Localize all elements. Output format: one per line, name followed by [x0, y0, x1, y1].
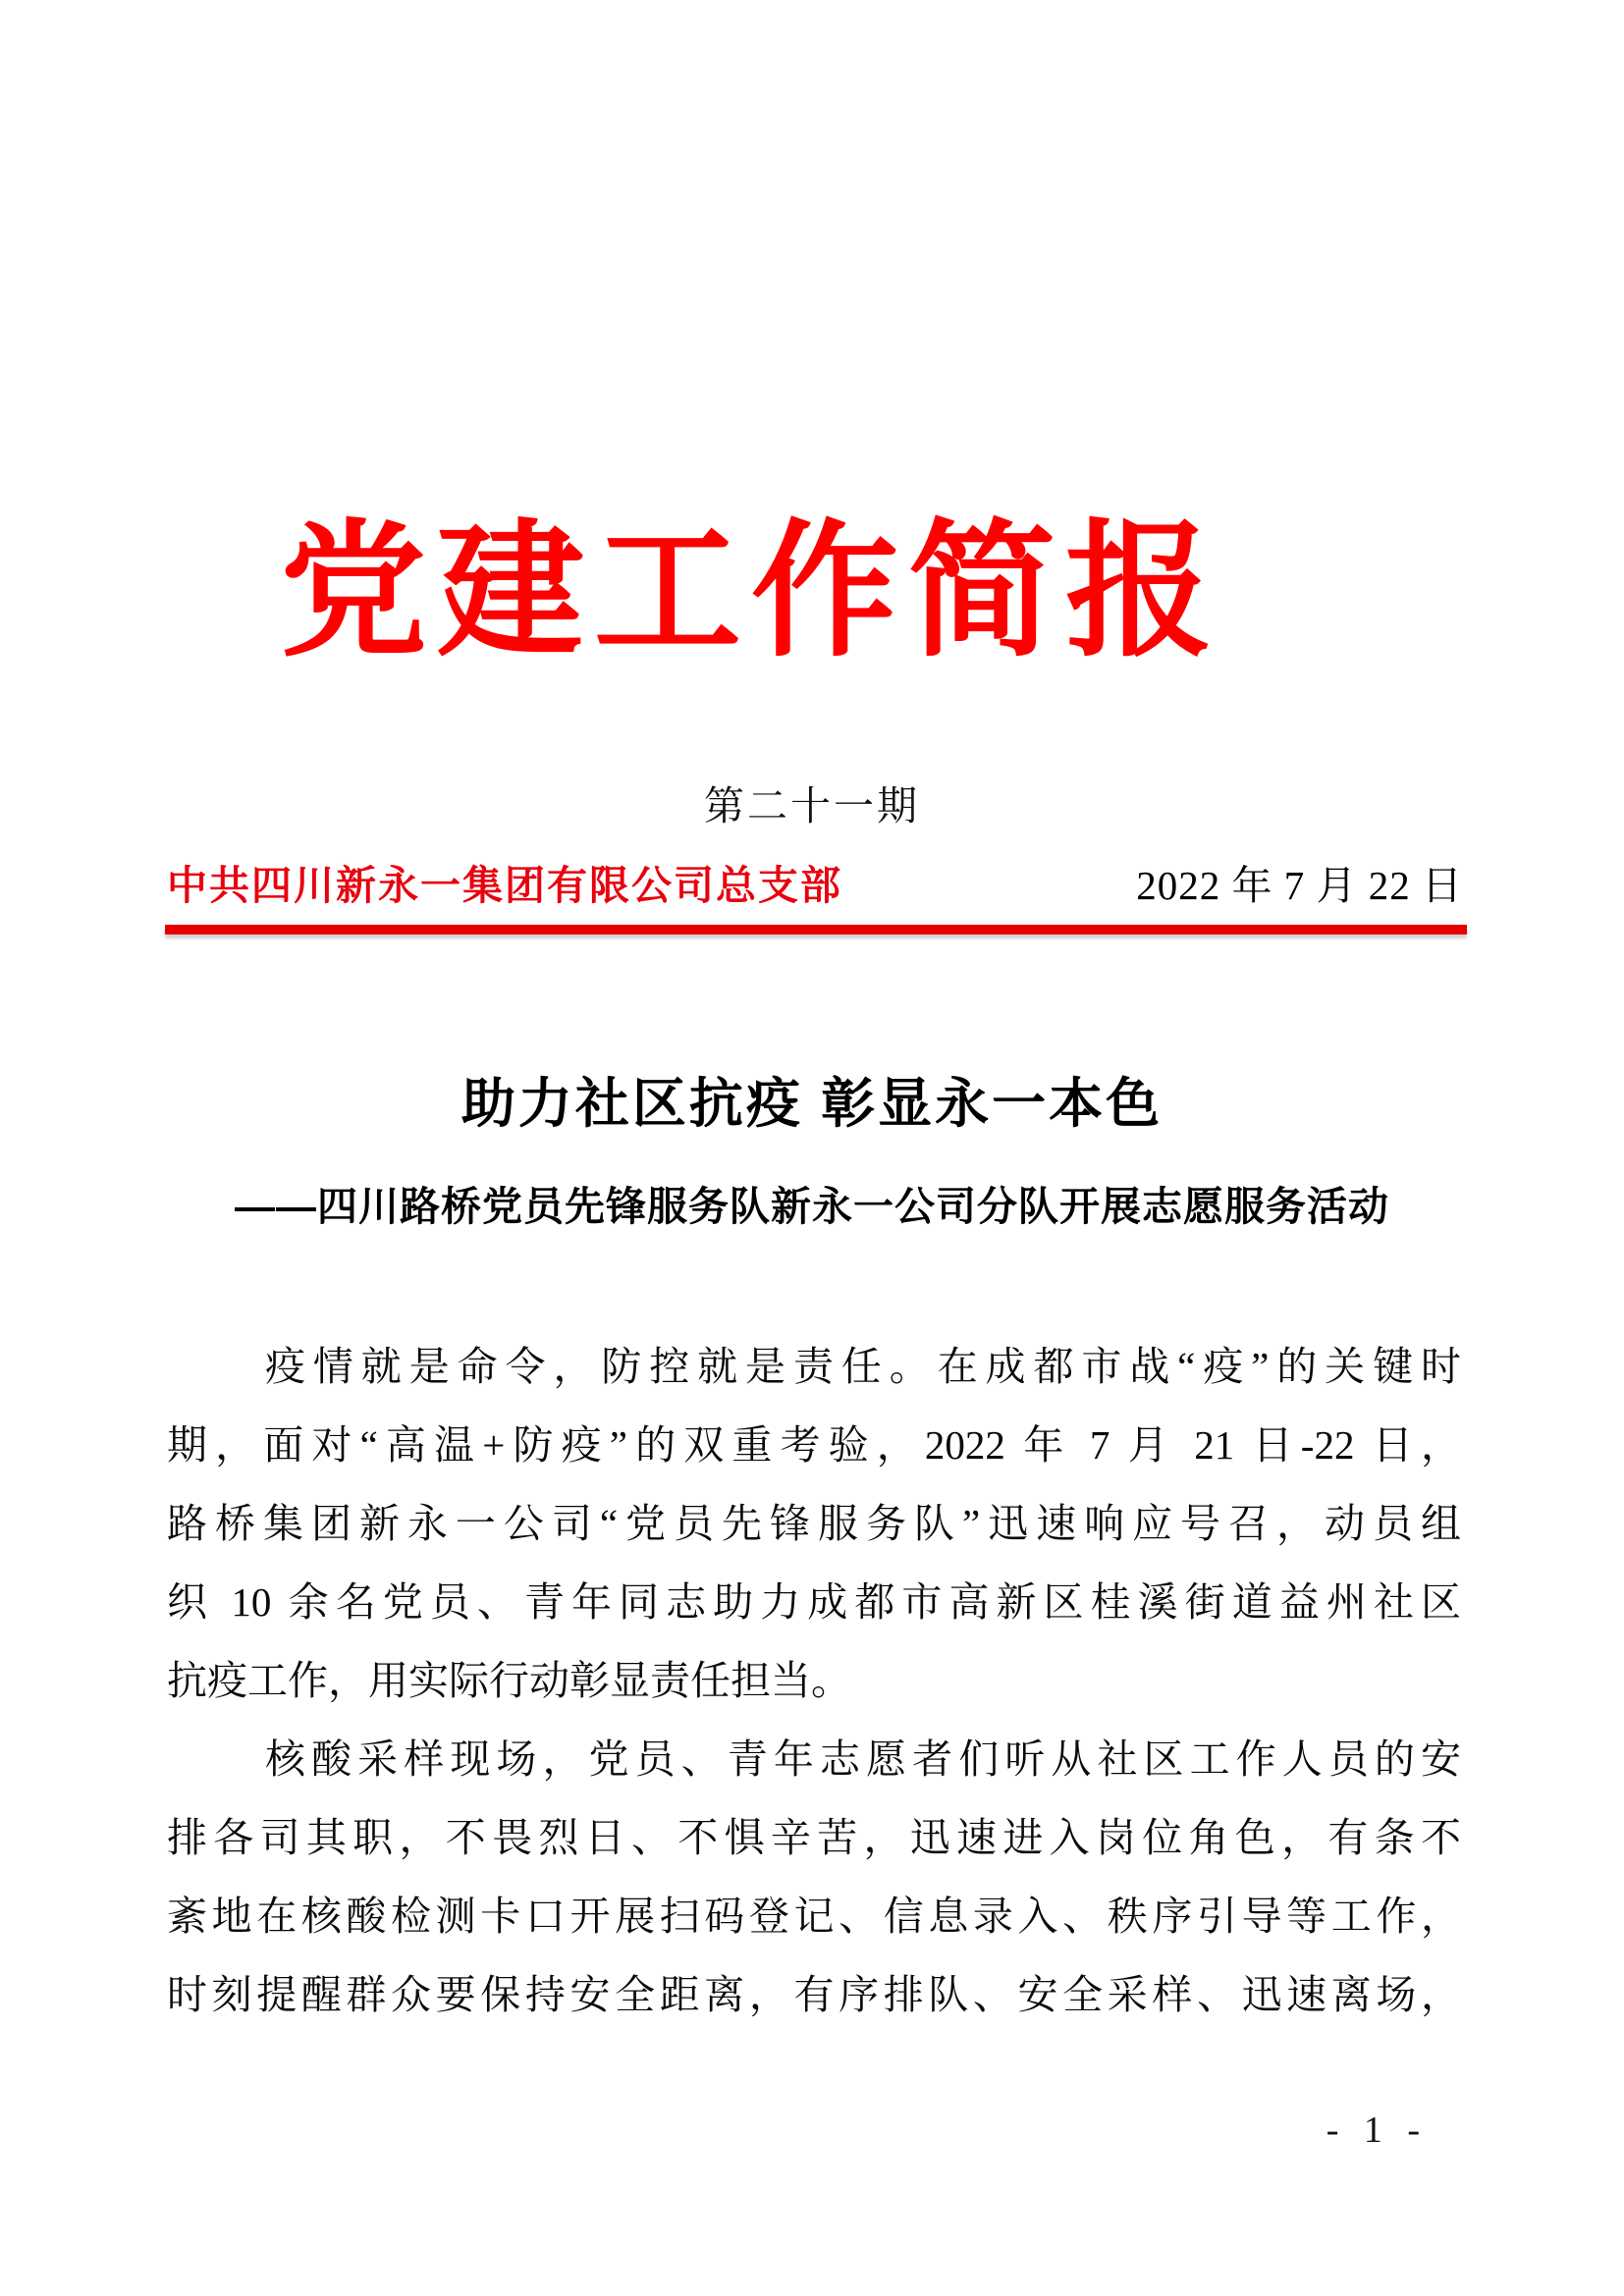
- body-line: 疫情就是命令，防控就是责任。在成都市战“疫”的关键时: [265, 1344, 1461, 1389]
- bulletin-title: 党建工作简报: [279, 511, 1222, 674]
- article-subtitle: ——四川路桥党员先锋服务队新永一公司分队开展志愿服务活动: [235, 1184, 1389, 1229]
- body-line: 时刻提醒群众要保持安全距离，有序排队、安全采样、迅速离场，: [167, 1972, 1461, 2017]
- organization-name: 中共四川新永一集团有限公司总支部: [167, 863, 842, 908]
- body-line: 期，面对“高温+防疫”的双重考验，2022 年 7 月 21 日-22 日，: [167, 1422, 1461, 1468]
- body-line: 路桥集团新永一公司“党员先锋服务队”迅速响应号召，动员组: [167, 1501, 1461, 1546]
- red-divider-rule: [165, 925, 1467, 934]
- article-body: [167, 1327, 1461, 2034]
- body-line: 核酸采样现场，党员、青年志愿者们听从社区工作人员的安: [265, 1736, 1461, 1782]
- issue-number-label: 第二十一期: [704, 783, 920, 828]
- masthead-row: [167, 860, 1463, 912]
- page-number: - 1 -: [1326, 2109, 1428, 2151]
- issue-date: 2022 年 7 月 22 日: [1136, 863, 1463, 908]
- body-line: 抗疫工作，用实际行动彰显责任担当。: [167, 1658, 851, 1703]
- body-line: 紊地在核酸检测卡口开展扫码登记、信息录入、秩序引导等工作，: [167, 1894, 1461, 1939]
- article-title: 助力社区抗疫 彰显永一本色: [460, 1073, 1164, 1134]
- body-line: 排各司其职，不畏烈日、不惧辛苦，迅速进入岗位角色，有条不: [167, 1815, 1461, 1860]
- body-line: 织 10 余名党员、青年同志助力成都市高新区桂溪街道益州社区: [167, 1579, 1461, 1625]
